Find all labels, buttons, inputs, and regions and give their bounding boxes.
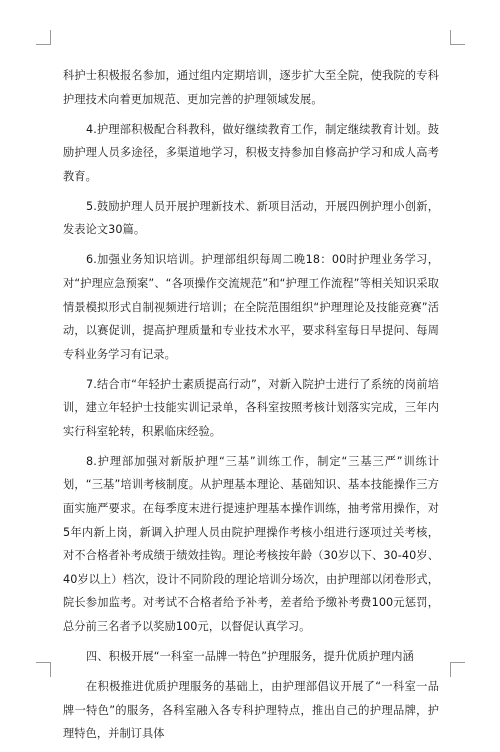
paragraph-closing: 在积极推进优质护理服务的基础上，由护理部倡议开展了“一科室一品牌一特色”的服务，各科室融入各专科护理特点，推出自己的护理品牌，护理特色，并制订具体: [63, 679, 439, 741]
crop-mark-bottom-left: [36, 662, 51, 677]
document-body: [63, 64, 439, 752]
crop-mark-bottom-right: [450, 662, 465, 677]
paragraph-item-7: 7.结合市“年轻护士素质提高行动”，对新入院护士进行了系统的岗前培训，建立年轻护士技能实训记录单，各科室按照考核计划落实完成，三年内实行科室轮转，积累临床经验。: [63, 377, 439, 438]
crop-mark-top-left: [36, 30, 51, 45]
paragraph-item-8: 8.护理部加强对新版护理“三基”训练工作，制定“三基三严”训练计划，“三基”培训考核制度。从护理基本理论、基础知识、基本技能操作三方面实施严要求。在每季度末进行提速护理基本操作训练，抽考常用操作，对5年内新上岗，新调入护理人员由院护理操作考核小组进行逐项过关考核，对不合格者补考成绩于绩效挂钩。理论考核按年龄（30岁以下、30-40岁、40岁以上）档次，设计不同阶段的理论培训分场次，由护理部以闭卷形式，院长参加监考。对考试不合格者给予补考，差者给予缴补考费100元惩罚，总分前三名者予以奖励100元，以督促认真学习。: [63, 454, 439, 634]
paragraph-item-4: 4.护理部积极配合科教科，做好继续教育工作，制定继续教育计划。鼓励护理人员多途径，多渠道地学习，积极支持参加自修高护学习和成人高考教育。: [63, 122, 439, 183]
paragraph-continuation: 科护士积极报名参加，通过组内定期培训，逐步扩大至全院，使我院的专科护理技术向着更加规范、更加完善的护理领域发展。: [63, 69, 439, 106]
paragraph-item-5: 5.鼓励护理人员开展护理新技术、新项目活动，开展四例护理小创新，发表论文30篇。: [63, 199, 439, 237]
crop-mark-top-right: [450, 30, 465, 45]
section-heading: 四、积极开展“一科室一品牌一特色”护理服务，提升优质护理内涵: [86, 650, 414, 663]
paragraph-item-6: 6.加强业务知识培训。护理部组织每周二晚18：00时护理业务学习，对“护理应急预案”、“各项操作交流规范”和“护理工作流程”等相关知识采取情景模拟形式自制视频进行培训；在全院范围组织“护理理论及技能竞赛”活动，以赛促训，提高护理质量和专业技术水平，要求科室每日早提问、每周专科业务学习有记录。: [63, 253, 439, 361]
